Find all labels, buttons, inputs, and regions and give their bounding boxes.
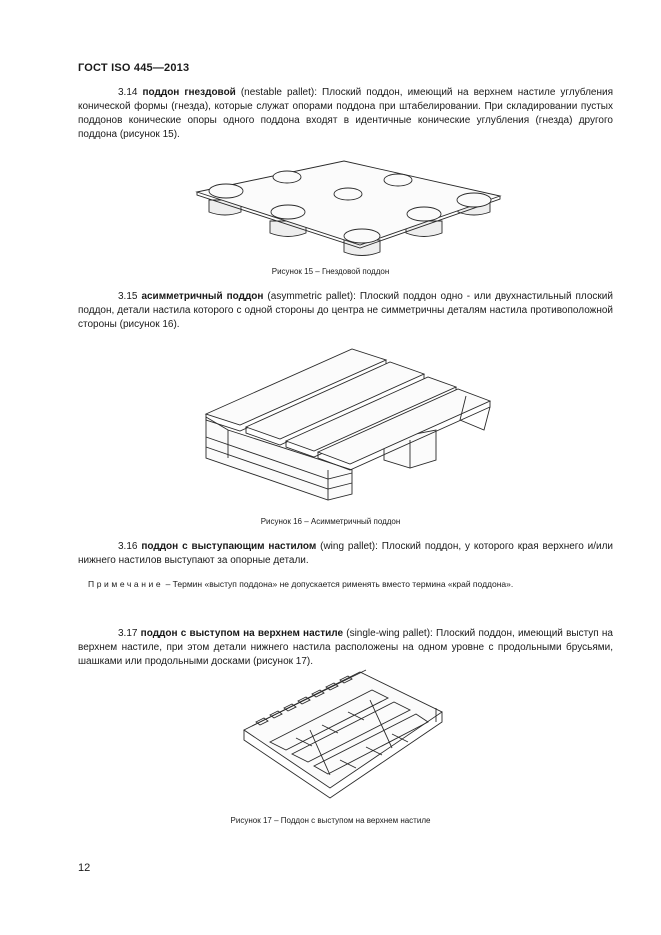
section-english-term: (nestable pallet) — [240, 87, 315, 98]
section-english-term: (asymmetric pallet) — [267, 291, 354, 302]
section-number: 3.17 — [118, 628, 138, 639]
document-header: ГОСТ ISO 445—2013 — [78, 62, 190, 74]
section-text: : Плоский поддон одно - или двухнастильный плоский поддон, детали настила которого с одной стороны до центра не симметричны деталям настила противоположной стороны (рисунок 16). — [78, 291, 613, 330]
note-label: Примечание — [88, 579, 164, 589]
note-text: – Термин «выступ поддона» не допускается рименять вместо термина «край поддона». — [163, 579, 514, 589]
section-term: поддон гнездовой — [142, 87, 236, 98]
page-number: 12 — [78, 862, 91, 874]
section-text: : Плоский поддон, у которого края верхнего и/или нижнего настилов выступают за опорные детали. — [78, 541, 614, 566]
section-term: поддон с выступающим настилом — [141, 541, 317, 552]
wing-deck-frame — [244, 670, 442, 798]
figure-17-caption: Рисунок 17 – Поддон с выступом на верхнем настиле — [230, 816, 431, 825]
section-text: : Плоский поддон, имеющий выступ на верхнем настиле, при этом детали нижнего настила расположены на одном уровне с продольными брусьями, шашками или продольными досками (рисунок 17). — [78, 628, 613, 667]
section-number: 3.14 — [118, 87, 138, 98]
section-text: : Плоский поддон, имеющий на верхнем настиле углубления конической формы (гнезда), которые служат опорами поддона при штабелировании. При складировании пустых поддонов конические опоры одного поддона входят в идентичные конические углубления (гнезда) другого поддона (рисунок 15). — [78, 87, 614, 140]
section-english-term: (wing pallet) — [320, 541, 376, 552]
section-term: асимметричный поддон — [141, 291, 264, 302]
figure-16-caption: Рисунок 16 – Асимметричный поддон — [260, 517, 401, 526]
section-number: 3.15 — [118, 291, 138, 302]
section-number: 3.16 — [118, 541, 138, 552]
section-english-term: (single-wing pallet) — [346, 628, 431, 639]
section-term: поддон с выступом на верхнем настиле — [140, 628, 344, 639]
figure-15-caption: Рисунок 15 – Гнездовой поддон — [271, 267, 390, 276]
